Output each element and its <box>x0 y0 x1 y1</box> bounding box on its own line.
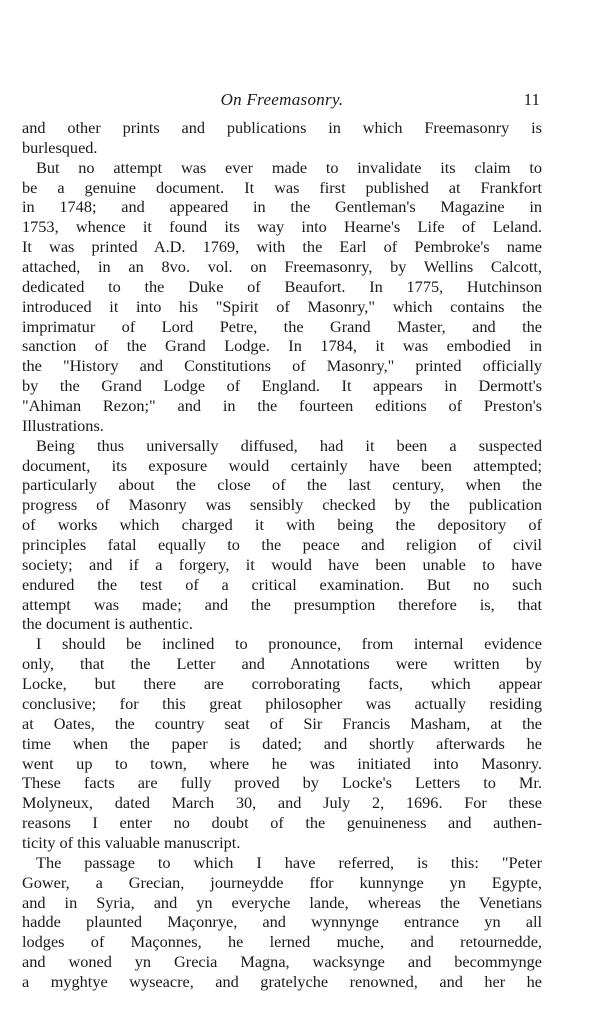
text-line: by the Grand Lodge of England. It appears in Dermott's <box>22 376 542 396</box>
running-title: On Freemasonry. <box>220 90 344 109</box>
text-line: hadde plaunted Maçonrye, and wynnynge entrance yn all <box>22 912 542 932</box>
text-line: of works which charged it with being the depository of <box>22 515 542 535</box>
text-line: and other prints and publications in which Freemasonry is <box>22 118 542 137</box>
text-line: Gower, a Grecian, journeydde ffor kunnynge yn Egypte, <box>22 872 542 892</box>
text-line: be a genuine document. It was first published at Frankfort <box>22 177 542 197</box>
text-line: particularly about the close of the last century, when the <box>22 475 542 495</box>
text-line: principles fatal equally to the peace and religion of civil <box>22 535 542 555</box>
text-line: attempt was made; and the presumption therefore is, that <box>22 594 542 614</box>
text-line: reasons I enter no doubt of the genuineness and authen- <box>22 813 542 833</box>
text-line: went up to town, where he was initiated into Masonry. <box>22 753 542 773</box>
text-line: in 1748; and appeared in the Gentleman's Magazine in <box>22 197 542 217</box>
text-line: attached, in an 8vo. vol. on Freemasonry, by Wellins Calcott, <box>22 257 542 277</box>
text-line: a myghtye wyseacre, and gratelyche renowned, and her he <box>22 971 542 991</box>
text-line: the "History and Constitutions of Masonry," printed officially <box>22 356 542 376</box>
text-line: The passage to which I have referred, is this: "Peter <box>36 852 542 872</box>
text-line: I should be inclined to pronounce, from internal evidence <box>36 634 542 654</box>
body-text <box>22 118 542 992</box>
text-line: But no attempt was ever made to invalidate its claim to <box>36 157 542 177</box>
text-line: These facts are fully proved by Locke's Letters to Mr. <box>22 773 542 793</box>
text-line: Molyneux, dated March 30, and July 2, 1696. For these <box>22 793 542 813</box>
text-line: imprimatur of Lord Petre, the Grand Master, and the <box>22 316 542 336</box>
text-line: ticity of this valuable manuscript. <box>22 832 241 852</box>
text-line: It was printed A.D. 1769, with the Earl of Pembroke's name <box>22 237 542 257</box>
text-line: lodges of Maçonnes, he lerned muche, and retournedde, <box>22 932 542 952</box>
page-header <box>22 90 542 112</box>
text-line: sanction of the Grand Lodge. In 1784, it was embodied in <box>22 336 542 356</box>
text-line: and woned yn Grecia Magna, wacksynge and becommynge <box>22 952 542 972</box>
page-number: 11 <box>523 90 540 109</box>
text-line: society; and if a forgery, it would have been unable to have <box>22 554 542 574</box>
text-line: dedicated to the Duke of Beaufort. In 1775, Hutchinson <box>22 276 542 296</box>
text-line: 1753, whence it found its way into Hearne's Life of Leland. <box>22 217 542 237</box>
text-line: time when the paper is dated; and shortly afterwards he <box>22 733 542 753</box>
text-line: at Oates, the country seat of Sir Francis Masham, at the <box>22 713 542 733</box>
text-line: burlesqued. <box>22 137 98 157</box>
text-line: introduced it into his "Spirit of Masonry," which contains the <box>22 296 542 316</box>
text-line: Being thus universally diffused, had it been a suspected <box>36 435 542 455</box>
text-line: endured the test of a critical examination. But no such <box>22 574 542 594</box>
text-line: and in Syria, and yn everyche lande, whereas the Venetians <box>22 892 542 912</box>
text-line: conclusive; for this great philosopher was actually residing <box>22 693 542 713</box>
book-page <box>22 0 542 1034</box>
text-line: progress of Masonry was sensibly checked by the publication <box>22 495 542 515</box>
text-line: Locke, but there are corroborating facts, which appear <box>22 674 542 694</box>
text-line: document, its exposure would certainly have been attempted; <box>22 455 542 475</box>
text-line: Illustrations. <box>22 415 104 435</box>
text-line: "Ahiman Rezon;" and in the fourteen editions of Preston's <box>22 396 542 416</box>
text-line: the document is authentic. <box>22 614 193 634</box>
text-line: only, that the Letter and Annotations were written by <box>22 654 542 674</box>
